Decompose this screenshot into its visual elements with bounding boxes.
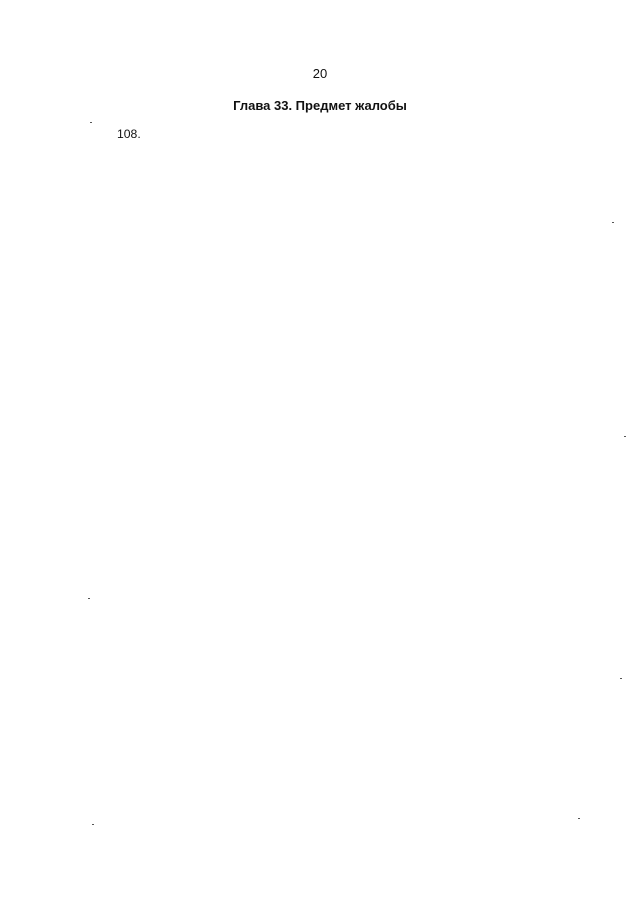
scan-speck — [578, 818, 580, 819]
body-text — [81, 128, 612, 142]
scan-speck — [620, 678, 622, 679]
scan-speck — [92, 824, 94, 825]
scan-speck — [612, 222, 614, 223]
scan-speck — [90, 122, 92, 123]
chapter-title: Глава 33. Предмет жалобы — [233, 98, 407, 113]
paragraph-108: 108. — [117, 127, 141, 141]
page-number: 20 — [312, 66, 328, 81]
scan-speck — [624, 436, 626, 437]
scan-speck — [88, 598, 90, 599]
